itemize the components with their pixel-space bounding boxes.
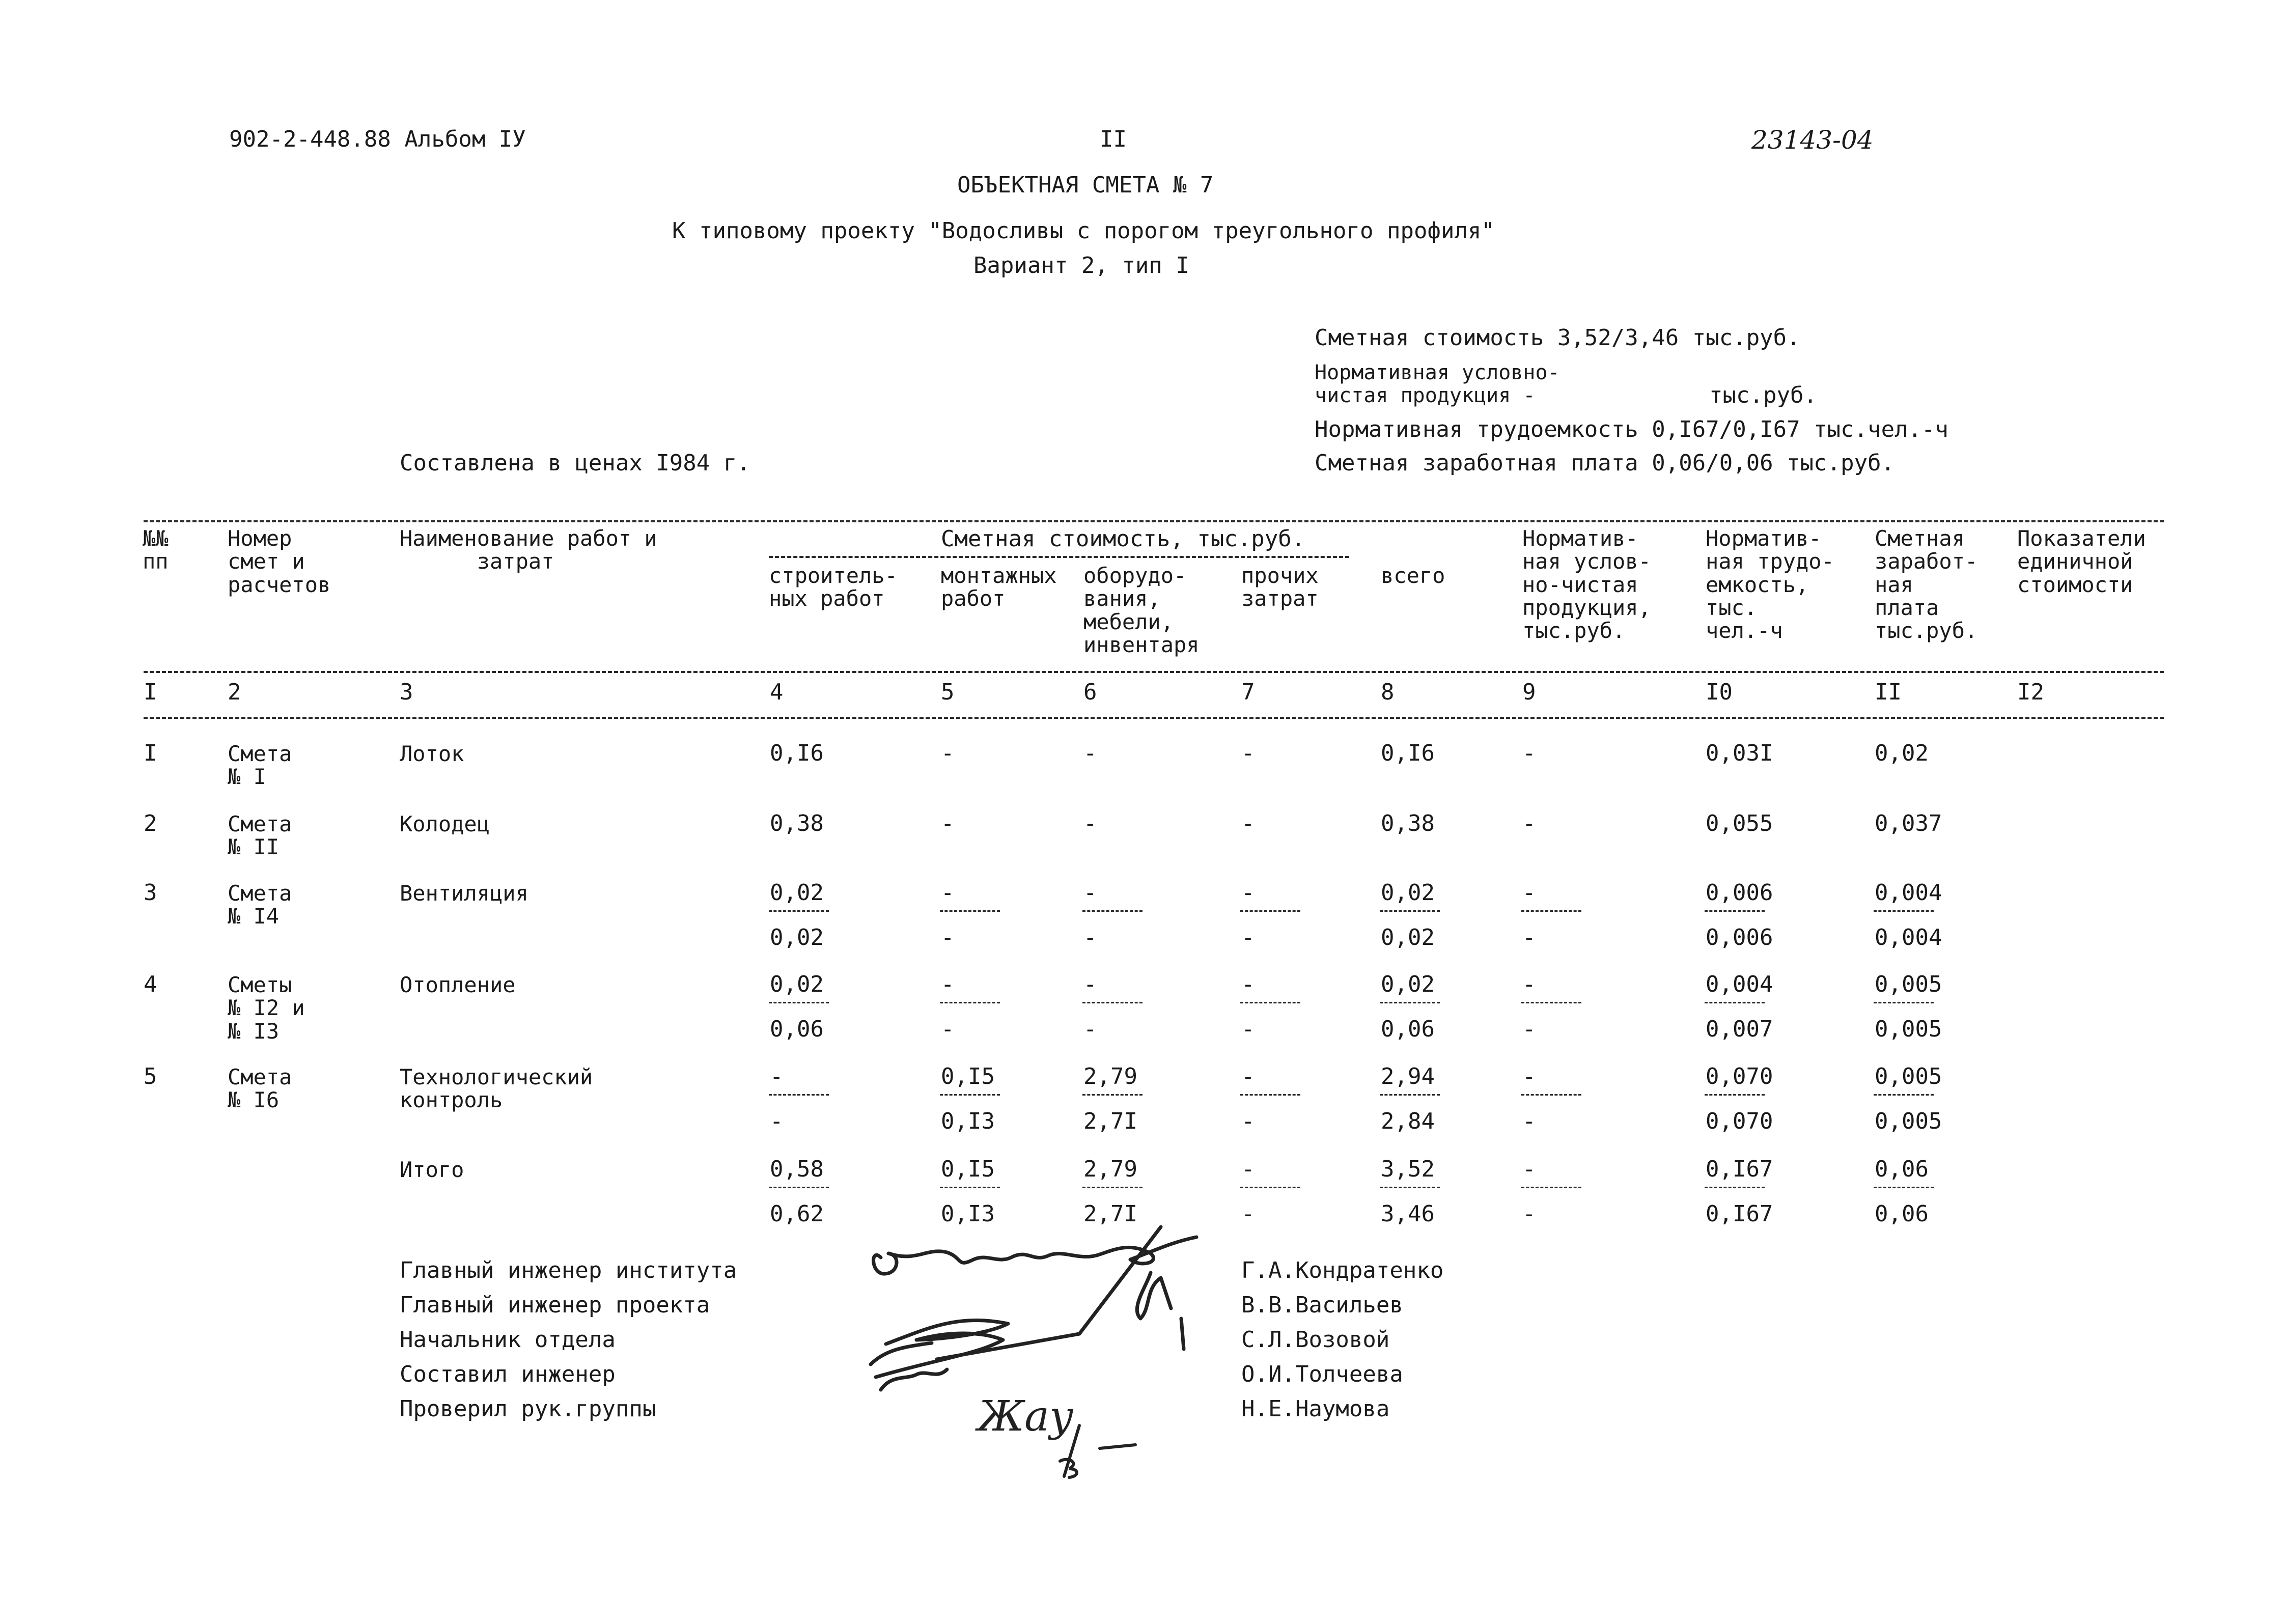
row-number: 4: [144, 971, 157, 997]
value-top: 0,006: [1706, 880, 1773, 906]
value-bottom: -: [1083, 1016, 1097, 1042]
fraction-line: [1874, 1094, 1934, 1096]
fraction-line: [1705, 1002, 1765, 1003]
value-top: 0,02: [770, 971, 824, 997]
fraction-line: [940, 1187, 1000, 1188]
column-number: I2: [2017, 679, 2044, 705]
column-number: 2: [228, 679, 241, 705]
value-top: 0,037: [1875, 810, 1942, 836]
value-top: 0,I6: [1381, 740, 1435, 766]
fraction-line: [940, 910, 1000, 912]
value-top: 0,004: [1706, 971, 1773, 997]
value-top: -: [1522, 1156, 1536, 1182]
value-bottom: -: [1241, 925, 1255, 950]
value-bottom: 0,06: [1381, 1016, 1435, 1042]
column-number: 8: [1381, 679, 1395, 705]
value-top: 0,02: [770, 880, 824, 906]
summary-labor: Нормативная трудоемкость 0,I67/0,I67 тыс.чел.-ч: [1315, 416, 1949, 442]
value-top: -: [941, 880, 955, 906]
value-bottom: -: [941, 1016, 955, 1042]
column-number: I0: [1706, 679, 1733, 705]
value-bottom: -: [770, 1108, 784, 1134]
value-top: 0,06: [1875, 1156, 1929, 1182]
value-bottom: 2,7I: [1083, 1201, 1137, 1227]
value-top: 3,52: [1381, 1156, 1435, 1182]
fraction-line: [769, 910, 829, 912]
fraction-line: [769, 1002, 829, 1003]
value-top: -: [1241, 740, 1255, 766]
row-number: 5: [144, 1063, 157, 1089]
fraction-line: [1521, 1187, 1581, 1188]
header-construction: строитель- ных работ: [769, 563, 898, 611]
value-top: -: [1522, 740, 1536, 766]
page-number: II: [1100, 126, 1127, 152]
estimate-reference: Сметы № I2 и № I3: [228, 972, 305, 1044]
fraction-line: [1521, 910, 1581, 912]
fraction-line: [1082, 1094, 1142, 1096]
fraction-line: [1521, 1002, 1581, 1003]
column-number: 7: [1241, 679, 1255, 705]
signature-name: Г.А.Кондратенко: [1241, 1257, 1444, 1283]
value-bottom: 0,62: [770, 1201, 824, 1227]
value-top: 0,055: [1706, 810, 1773, 836]
value-bottom: 0,004: [1875, 925, 1942, 950]
value-top: 2,79: [1083, 1063, 1137, 1089]
fraction-line: [1705, 1187, 1765, 1188]
fraction-line: [1082, 1187, 1142, 1188]
header-wages: Сметная заработ- ная плата тыс.руб.: [1875, 526, 1978, 643]
value-top: -: [1241, 1156, 1255, 1182]
value-top: -: [1522, 810, 1536, 836]
summary-net-product-2: чистая продукция -: [1315, 384, 1536, 407]
work-name: Технологический контроль: [400, 1065, 593, 1113]
value-top: -: [1083, 971, 1097, 997]
value-bottom: 0,06: [1875, 1201, 1929, 1227]
value-top: -: [770, 1063, 784, 1089]
variant-line: Вариант 2, тип I: [973, 253, 1189, 278]
header-net-product: Норматив- ная услов- но-чистая продукция, тыс.руб.: [1522, 526, 1651, 643]
header-row-number: №№ пп: [143, 526, 169, 574]
fraction-line: [769, 1187, 829, 1188]
signature-role: Главный инженер проекта: [400, 1292, 710, 1318]
value-bottom: -: [1241, 1201, 1255, 1227]
fraction-line: [1380, 1187, 1440, 1188]
fraction-line: [940, 1094, 1000, 1096]
fraction-line: [1082, 1002, 1142, 1003]
value-top: 0,58: [770, 1156, 824, 1182]
value-bottom: 0,005: [1875, 1108, 1942, 1134]
handwriting-mark-icon: [1049, 1420, 1140, 1481]
value-bottom: 0,02: [1381, 925, 1435, 950]
signature-role: Проверил рук.группы: [400, 1396, 656, 1422]
doc-code: 902-2-448.88 Альбом IУ: [229, 126, 526, 152]
column-number: I: [144, 679, 157, 705]
value-top: -: [1083, 810, 1097, 836]
fraction-line: [1380, 1002, 1440, 1003]
header-other-costs: прочих затрат: [1241, 563, 1319, 611]
value-top: -: [941, 810, 955, 836]
fraction-line: [1874, 910, 1934, 912]
document-subtitle: К типовому проекту "Водосливы с порогом треугольного профиля": [672, 218, 1495, 244]
header-equipment: оборудо- вания, мебели, инвентаря: [1083, 563, 1200, 658]
summary-cost: Сметная стоимость 3,52/3,46 тыс.руб.: [1315, 325, 1800, 351]
value-top: 0,I5: [941, 1063, 995, 1089]
estimate-reference: Смета № II: [228, 811, 292, 860]
fraction-line: [940, 1002, 1000, 1003]
value-top: 0,02: [1381, 971, 1435, 997]
value-top: -: [1241, 971, 1255, 997]
fraction-line: [1240, 1002, 1300, 1003]
value-top: -: [941, 740, 955, 766]
value-bottom: 2,7I: [1083, 1108, 1137, 1134]
value-bottom: -: [1241, 1108, 1255, 1134]
fraction-line: [1874, 1187, 1934, 1188]
value-top: 0,005: [1875, 971, 1942, 997]
fraction-line: [1380, 910, 1440, 912]
column-number: 6: [1083, 679, 1097, 705]
work-name: Вентиляция: [400, 881, 528, 906]
handwritten-initials: Жау: [978, 1392, 1074, 1441]
header-total: всего: [1381, 563, 1445, 588]
value-top: 2,94: [1381, 1063, 1435, 1089]
value-top: 0,02: [1875, 740, 1929, 766]
signature-role: Составил инженер: [400, 1361, 616, 1387]
fraction-line: [1240, 1094, 1300, 1096]
document-title: ОБЪЕКТНАЯ СМЕТА № 7: [957, 172, 1214, 198]
value-bottom: 3,46: [1381, 1201, 1435, 1227]
signature-name: Н.Е.Наумова: [1241, 1396, 1390, 1422]
header-unit-cost: Показатели единичной стоимости: [2017, 526, 2146, 597]
row-number: 3: [144, 880, 157, 906]
value-bottom: 0,I3: [941, 1201, 995, 1227]
value-bottom: 2,84: [1381, 1108, 1435, 1134]
value-bottom: 0,007: [1706, 1016, 1773, 1042]
column-number: 3: [400, 679, 413, 705]
value-top: 0,004: [1875, 880, 1942, 906]
header-cost-group: Сметная стоимость, тыс.руб.: [941, 526, 1305, 552]
column-number: 5: [941, 679, 955, 705]
estimate-reference: Смета № I: [228, 741, 292, 790]
value-top: 0,02: [1381, 880, 1435, 906]
header-labor: Норматив- ная трудо- емкость, тыс. чел.-ч: [1706, 526, 1834, 643]
summary-net-product-unit: тыс.руб.: [1709, 382, 1817, 408]
value-bottom: 0,I3: [941, 1108, 995, 1134]
archive-number: 23143-04: [1751, 125, 1874, 155]
row-number: I: [144, 740, 157, 766]
fraction-line: [1705, 1094, 1765, 1096]
fraction-line: [1874, 1002, 1934, 1003]
value-bottom: -: [941, 925, 955, 950]
value-bottom: 0,005: [1875, 1016, 1942, 1042]
value-bottom: 0,070: [1706, 1108, 1773, 1134]
value-top: 0,I5: [941, 1156, 995, 1182]
value-bottom: -: [1522, 925, 1536, 950]
value-bottom: -: [1522, 1016, 1536, 1042]
work-name: Лоток: [400, 741, 464, 766]
value-bottom: 0,I67: [1706, 1201, 1773, 1227]
value-top: -: [1083, 880, 1097, 906]
work-name: Колодец: [400, 811, 490, 836]
value-top: 0,070: [1706, 1063, 1773, 1089]
fraction-line: [1380, 1094, 1440, 1096]
fraction-line: [1240, 1187, 1300, 1188]
value-top: -: [1083, 740, 1097, 766]
value-top: 0,38: [1381, 810, 1435, 836]
column-number: 4: [770, 679, 784, 705]
value-bottom: 0,02: [770, 925, 824, 950]
value-top: 0,I6: [770, 740, 824, 766]
value-bottom: 0,06: [770, 1016, 824, 1042]
summary-wages: Сметная заработная плата 0,06/0,06 тыс.руб.: [1315, 450, 1895, 476]
col-numbers-rule: [144, 717, 2164, 719]
value-bottom: -: [1522, 1108, 1536, 1134]
header-installation: монтажных работ: [941, 563, 1057, 611]
value-top: 0,38: [770, 810, 824, 836]
value-top: 0,005: [1875, 1063, 1942, 1089]
fraction-line: [1705, 910, 1765, 912]
value-bottom: -: [1241, 1016, 1255, 1042]
estimate-reference: Смета № I4: [228, 881, 292, 929]
value-top: 0,03I: [1706, 740, 1773, 766]
signature-role: Главный инженер института: [400, 1257, 737, 1283]
value-top: -: [1522, 880, 1536, 906]
fraction-line: [1240, 910, 1300, 912]
value-top: -: [1241, 1063, 1255, 1089]
prices-year: Составлена в ценах I984 г.: [400, 450, 750, 476]
value-bottom: -: [1522, 1201, 1536, 1227]
fraction-line: [769, 1094, 829, 1096]
work-name: Итого: [400, 1157, 464, 1182]
value-top: -: [1241, 810, 1255, 836]
signature-name: С.Л.Возовой: [1241, 1327, 1390, 1353]
value-top: -: [941, 971, 955, 997]
value-bottom: 0,006: [1706, 925, 1773, 950]
value-top: 2,79: [1083, 1156, 1137, 1182]
header-estimate-number: Номер смет и расчетов: [228, 526, 331, 597]
value-top: -: [1241, 880, 1255, 906]
value-bottom: -: [1083, 925, 1097, 950]
signature-name: В.В.Васильев: [1241, 1292, 1403, 1318]
column-number: 9: [1522, 679, 1536, 705]
row-number: 2: [144, 810, 157, 836]
fraction-line: [1521, 1094, 1581, 1096]
estimate-reference: Смета № I6: [228, 1065, 292, 1113]
summary-net-product-1: Нормативная условно-: [1315, 361, 1560, 384]
value-top: -: [1522, 971, 1536, 997]
work-name: Отопление: [400, 972, 516, 997]
value-top: 0,I67: [1706, 1156, 1773, 1182]
header-work-name: Наименование работ и затрат: [400, 526, 657, 574]
signature-name: О.И.Толчеева: [1241, 1361, 1403, 1387]
group-header-rule: [769, 556, 1349, 558]
table-top-rule: [144, 520, 2164, 522]
fraction-line: [1082, 910, 1142, 912]
signature-role: Начальник отдела: [400, 1327, 616, 1353]
header-bottom-rule: [144, 671, 2164, 673]
value-top: -: [1522, 1063, 1536, 1089]
column-number: II: [1875, 679, 1902, 705]
